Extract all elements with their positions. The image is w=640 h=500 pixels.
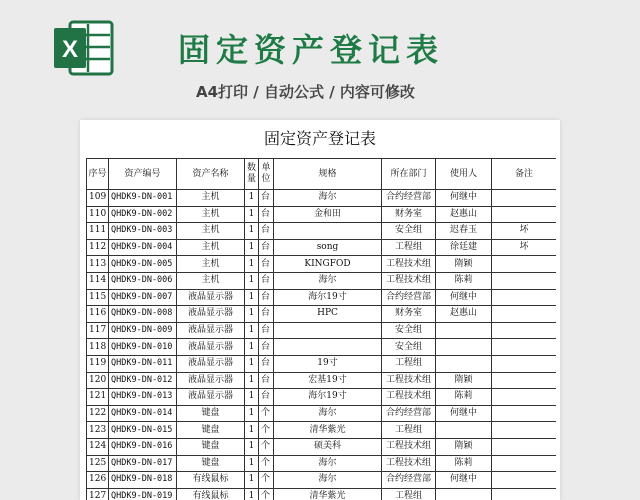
- cell-code: QHDK9-DN-012: [109, 372, 177, 389]
- cell-seq: 121: [87, 389, 109, 406]
- cell-unit: 个: [259, 472, 274, 489]
- cell-unit: 个: [259, 422, 274, 439]
- cell-dept: 合约经营部: [382, 289, 436, 306]
- cell-unit: 台: [259, 289, 274, 306]
- banner: [0, 0, 640, 118]
- sheet-page: [80, 120, 560, 500]
- cell-note: [492, 190, 557, 207]
- cell-seq: 122: [87, 405, 109, 422]
- cell-qty: 1: [245, 405, 259, 422]
- table-row: [87, 405, 557, 422]
- cell-note: [492, 256, 557, 273]
- table-row: [87, 355, 557, 372]
- cell-unit: 台: [259, 223, 274, 240]
- cell-code: QHDK9-DN-003: [109, 223, 177, 240]
- cell-note: [492, 322, 557, 339]
- cell-unit: 个: [259, 455, 274, 472]
- excel-logo-letter: X: [61, 36, 79, 63]
- cell-code: QHDK9-DN-019: [109, 488, 177, 500]
- cell-seq: 124: [87, 438, 109, 455]
- cell-seq: 109: [87, 190, 109, 207]
- cell-code: QHDK9-DN-001: [109, 190, 177, 207]
- cell-note: [492, 289, 557, 306]
- cell-qty: 1: [245, 455, 259, 472]
- cell-code: QHDK9-DN-014: [109, 405, 177, 422]
- cell-name: 液晶显示器: [177, 289, 245, 306]
- cell-code: QHDK9-DN-006: [109, 272, 177, 289]
- asset-table-body: [87, 190, 557, 500]
- cell-note: [492, 455, 557, 472]
- cell-qty: 1: [245, 389, 259, 406]
- cell-user: 隋颖: [436, 438, 492, 455]
- cell-spec: 清华紫光: [274, 488, 382, 500]
- cell-seq: 115: [87, 289, 109, 306]
- cell-seq: 113: [87, 256, 109, 273]
- header-code: 资产编号: [109, 159, 177, 190]
- cell-name: 键盘: [177, 455, 245, 472]
- table-row: [87, 239, 557, 256]
- cell-note: [492, 272, 557, 289]
- cell-unit: 台: [259, 239, 274, 256]
- cell-code: QHDK9-DN-015: [109, 422, 177, 439]
- cell-user: 隋颖: [436, 372, 492, 389]
- excel-logo-icon: [52, 20, 114, 76]
- cell-note: [492, 206, 557, 223]
- cell-user: 陈莉: [436, 389, 492, 406]
- cell-code: QHDK9-DN-008: [109, 306, 177, 323]
- header-unit-label: 单位: [261, 163, 271, 184]
- cell-dept: 工程组: [382, 355, 436, 372]
- cell-unit: 个: [259, 488, 274, 500]
- banner-subtitle: A4打印 / 自动公式 / 内容可修改: [196, 83, 415, 101]
- cell-code: QHDK9-DN-010: [109, 339, 177, 356]
- cell-dept: 财务室: [382, 206, 436, 223]
- cell-qty: 1: [245, 422, 259, 439]
- cell-user: 徐廷建: [436, 239, 492, 256]
- table-row: [87, 339, 557, 356]
- cell-qty: 1: [245, 190, 259, 207]
- cell-spec: 海尔: [274, 190, 382, 207]
- cell-user: 陈莉: [436, 272, 492, 289]
- cell-dept: 合约经营部: [382, 472, 436, 489]
- cell-user: [436, 422, 492, 439]
- cell-unit: 台: [259, 355, 274, 372]
- cell-seq: 125: [87, 455, 109, 472]
- cell-dept: 工程组: [382, 239, 436, 256]
- cell-dept: 合约经营部: [382, 405, 436, 422]
- table-row: [87, 272, 557, 289]
- cell-qty: 1: [245, 322, 259, 339]
- cell-dept: 工程技术组: [382, 256, 436, 273]
- cell-qty: 1: [245, 488, 259, 500]
- cell-dept: 工程技术组: [382, 438, 436, 455]
- cell-code: QHDK9-DN-004: [109, 239, 177, 256]
- cell-spec: 硕美科: [274, 438, 382, 455]
- cell-dept: 安全组: [382, 339, 436, 356]
- cell-name: 主机: [177, 223, 245, 240]
- cell-seq: 127: [87, 488, 109, 500]
- cell-name: 有线鼠标: [177, 488, 245, 500]
- cell-user: 何继中: [436, 289, 492, 306]
- cell-spec: 海尔19寸: [274, 389, 382, 406]
- cell-user: [436, 322, 492, 339]
- header-qty: [245, 159, 259, 190]
- cell-seq: 117: [87, 322, 109, 339]
- cell-seq: 123: [87, 422, 109, 439]
- cell-spec: 海尔: [274, 272, 382, 289]
- cell-dept: 工程技术组: [382, 372, 436, 389]
- header-seq: 序号: [87, 159, 109, 190]
- cell-qty: 1: [245, 256, 259, 273]
- cell-note: [492, 355, 557, 372]
- cell-qty: 1: [245, 472, 259, 489]
- table-row: [87, 206, 557, 223]
- cell-spec: [274, 339, 382, 356]
- table-row: [87, 306, 557, 323]
- cell-dept: 安全组: [382, 223, 436, 240]
- cell-name: 液晶显示器: [177, 322, 245, 339]
- table-row: [87, 372, 557, 389]
- cell-user: 何继中: [436, 190, 492, 207]
- cell-note: [492, 389, 557, 406]
- cell-qty: 1: [245, 289, 259, 306]
- table-row: [87, 256, 557, 273]
- cell-user: 迟春玉: [436, 223, 492, 240]
- cell-note: [492, 405, 557, 422]
- table-row: [87, 488, 557, 500]
- header-unit: [259, 159, 274, 190]
- cell-name: 主机: [177, 256, 245, 273]
- cell-code: QHDK9-DN-013: [109, 389, 177, 406]
- cell-user: 陈莉: [436, 455, 492, 472]
- cell-code: QHDK9-DN-016: [109, 438, 177, 455]
- cell-seq: 110: [87, 206, 109, 223]
- cell-qty: 1: [245, 239, 259, 256]
- cell-note: [492, 339, 557, 356]
- cell-note: 坏: [492, 223, 557, 240]
- table-row: [87, 223, 557, 240]
- header-note: 备注: [492, 159, 557, 190]
- table-row: [87, 455, 557, 472]
- sheet-title: 固定资产登记表: [263, 129, 376, 148]
- cell-spec: 清华紫光: [274, 422, 382, 439]
- cell-note: [492, 472, 557, 489]
- asset-table-wrap: [86, 158, 556, 500]
- cell-name: 液晶显示器: [177, 372, 245, 389]
- cell-name: 键盘: [177, 422, 245, 439]
- cell-unit: 个: [259, 405, 274, 422]
- cell-name: 液晶显示器: [177, 306, 245, 323]
- cell-qty: 1: [245, 372, 259, 389]
- cell-user: [436, 339, 492, 356]
- cell-note: [492, 306, 557, 323]
- header-user: 使用人: [436, 159, 492, 190]
- cell-spec: 19寸: [274, 355, 382, 372]
- header-name: 资产名称: [177, 159, 245, 190]
- cell-spec: 海尔19寸: [274, 289, 382, 306]
- table-row: [87, 472, 557, 489]
- cell-user: 赵惠山: [436, 206, 492, 223]
- cell-name: 液晶显示器: [177, 339, 245, 356]
- cell-code: QHDK9-DN-005: [109, 256, 177, 273]
- table-row: [87, 322, 557, 339]
- cell-note: [492, 488, 557, 500]
- cell-qty: 1: [245, 223, 259, 240]
- cell-note: [492, 438, 557, 455]
- cell-spec: 海尔: [274, 472, 382, 489]
- table-row: [87, 422, 557, 439]
- cell-dept: 安全组: [382, 322, 436, 339]
- cell-dept: 合约经营部: [382, 190, 436, 207]
- cell-spec: 海尔: [274, 405, 382, 422]
- cell-qty: 1: [245, 306, 259, 323]
- cell-dept: 工程组: [382, 488, 436, 500]
- cell-note: [492, 372, 557, 389]
- table-row: [87, 190, 557, 207]
- cell-seq: 112: [87, 239, 109, 256]
- cell-dept: 工程技术组: [382, 272, 436, 289]
- cell-name: 主机: [177, 272, 245, 289]
- table-row: [87, 389, 557, 406]
- table-header-row: [87, 159, 557, 190]
- cell-code: QHDK9-DN-002: [109, 206, 177, 223]
- cell-spec: 海尔: [274, 455, 382, 472]
- cell-name: 有线鼠标: [177, 472, 245, 489]
- table-row: [87, 289, 557, 306]
- cell-code: QHDK9-DN-009: [109, 322, 177, 339]
- cell-code: QHDK9-DN-007: [109, 289, 177, 306]
- cell-seq: 126: [87, 472, 109, 489]
- cell-qty: 1: [245, 339, 259, 356]
- header-dept: 所在部门: [382, 159, 436, 190]
- cell-qty: 1: [245, 272, 259, 289]
- cell-seq: 111: [87, 223, 109, 240]
- table-row: [87, 438, 557, 455]
- cell-name: 液晶显示器: [177, 389, 245, 406]
- cell-seq: 116: [87, 306, 109, 323]
- cell-spec: song: [274, 239, 382, 256]
- cell-user: 何继中: [436, 405, 492, 422]
- header-spec: 规格: [274, 159, 382, 190]
- cell-dept: 工程组: [382, 422, 436, 439]
- cell-spec: 金和田: [274, 206, 382, 223]
- cell-unit: 台: [259, 206, 274, 223]
- cell-code: QHDK9-DN-018: [109, 472, 177, 489]
- cell-name: 主机: [177, 206, 245, 223]
- cell-user: 何继中: [436, 472, 492, 489]
- cell-unit: 台: [259, 339, 274, 356]
- cell-unit: 台: [259, 372, 274, 389]
- cell-unit: 台: [259, 389, 274, 406]
- banner-title: 固定资产登记表: [178, 31, 445, 69]
- cell-qty: 1: [245, 206, 259, 223]
- cell-name: 主机: [177, 190, 245, 207]
- cell-spec: KINGFOD: [274, 256, 382, 273]
- header-qty-label: 数量: [246, 163, 256, 184]
- cell-spec: 宏基19寸: [274, 372, 382, 389]
- cell-unit: 台: [259, 322, 274, 339]
- cell-seq: 118: [87, 339, 109, 356]
- cell-user: [436, 488, 492, 500]
- cell-unit: 台: [259, 306, 274, 323]
- cell-user: 隋颖: [436, 256, 492, 273]
- cell-qty: 1: [245, 355, 259, 372]
- cell-code: QHDK9-DN-011: [109, 355, 177, 372]
- cell-spec: HPC: [274, 306, 382, 323]
- cell-name: 液晶显示器: [177, 355, 245, 372]
- cell-code: QHDK9-DN-017: [109, 455, 177, 472]
- cell-spec: [274, 322, 382, 339]
- cell-dept: 工程技术组: [382, 455, 436, 472]
- cell-seq: 119: [87, 355, 109, 372]
- cell-seq: 114: [87, 272, 109, 289]
- cell-dept: 财务室: [382, 306, 436, 323]
- cell-note: [492, 422, 557, 439]
- cell-unit: 台: [259, 190, 274, 207]
- cell-spec: [274, 223, 382, 240]
- cell-qty: 1: [245, 438, 259, 455]
- cell-note: 坏: [492, 239, 557, 256]
- cell-name: 键盘: [177, 405, 245, 422]
- cell-name: 键盘: [177, 438, 245, 455]
- cell-unit: 台: [259, 256, 274, 273]
- cell-user: [436, 355, 492, 372]
- cell-name: 主机: [177, 239, 245, 256]
- asset-table: [86, 158, 556, 500]
- cell-unit: 个: [259, 438, 274, 455]
- cell-dept: 工程技术组: [382, 389, 436, 406]
- cell-unit: 台: [259, 272, 274, 289]
- cell-user: 赵惠山: [436, 306, 492, 323]
- cell-seq: 120: [87, 372, 109, 389]
